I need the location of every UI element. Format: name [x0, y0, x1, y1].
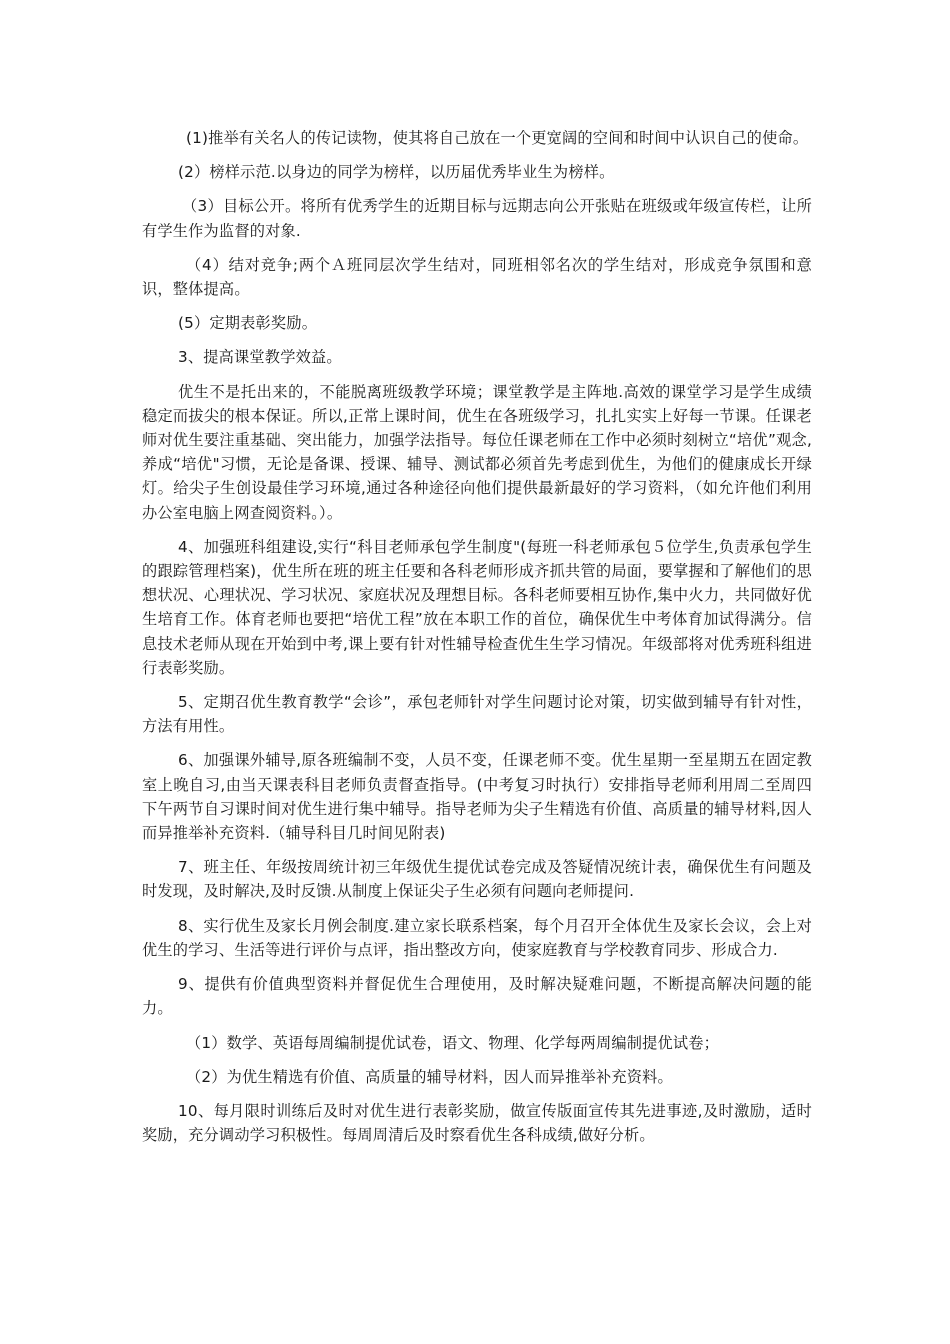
paragraph-biography-reading: (1)推举有关名人的传记读物，使其将自己放在一个更宽阔的空间和时间中认识自己的使命。: [186, 129, 809, 147]
paragraph-role-models: (2）榜样示范.以身边的同学为榜样，以历届优秀毕业生为榜样。: [178, 163, 615, 182]
paragraph-section-10-monthly-awards: 10、每月限时训练后及时对优生进行表彰奖励，做宣传版面宣传其先进事迹,及时激励，适时奖励，充分调动学习积极性。每周周清后及时察看优生各科成绩,做好分析。: [142, 1101, 812, 1145]
paragraph-section-8-parent-meetings: 8、实行优生及家长月例会制度.建立家长联系档案，每个月召开全体优生及家长会议，会上对优生的学习、生活等进行评价与点评，指出整改方向，使家庭教育与学校教育同步、形成合力.: [142, 916, 812, 959]
paragraph-section-5-consultation: 5、定期召优生教育教学“会诊”，承包老师针对学生问题讨论对策，切实做到辅导有针对性，方法有用性。: [142, 693, 812, 736]
paragraph-regular-awards: (5）定期表彰奖励。: [178, 314, 318, 333]
paragraph-section-7-statistics: 7、班主任、年级按周统计初三年级优生提优试卷完成及答疑情况统计表，确保优生有问题及时发现，及时解决,及时反馈.从制度上保证尖子生必须有问题向老师提问.: [142, 858, 812, 901]
document-body: [142, 126, 812, 1147]
paragraph-select-materials: （2）为优生精选有价值、高质量的辅导材料，因人而异推举补充资料。: [186, 1067, 673, 1086]
paragraph-weekly-papers: （1）数学、英语每周编制提优试卷，语文、物理、化学每两周编制提优试卷；: [186, 1033, 720, 1052]
paragraph-paired-competition: （4）结对竞争;两个Ａ班同层次学生结对，同班相邻名次的学生结对，形成竞争氛围和意识，整体提高。: [142, 255, 812, 299]
paragraph-classroom-efficiency: 优生不是托出来的，不能脱离班级教学环境；课堂教学是主阵地.高效的课堂学习是学生成绩稳定而拔尖的根本保证。所以,正常上课时间，优生在各班级学习，扎扎实实上好每一节课。任课老师对优生要注重基础、突出能力，加强学法指导。每位任课老师在工作中必须时刻树立“培优”观念,养成“培优"习惯，无论是备课、授课、辅导、测试都必须首先考虑到优生，为他们的健康成长开绿灯。给尖子生创设最佳学习环境,通过各种途径向他们提供最新最好的学习资料，（如允许他们利用办公室电脑上网查阅资料。）。: [142, 382, 812, 522]
paragraph-section-6-tutoring: 6、加强课外辅导,原各班编制不变，人员不变，任课老师不变。优生星期一至星期五在固定教室上晚自习,由当天课表科目老师负责督查指导。(中考复习时执行）安排指导老师利用周二至周四下午两节自习课时间对优生进行集中辅导。指导老师为尖子生精选有价值、高质量的辅导材料,因人而异推举补充资料.（辅导科目几时间见附表): [142, 751, 812, 843]
paragraph-section-4-subject-groups: 4、加强班科组建设,实行“科目老师承包学生制度"(每班一科老师承包５位学生,负责承包学生的跟踪管理档案)，优生所在班的班主任要和各科老师形成齐抓共管的局面，要掌握和了解他们的思想状况、心理状况、学习状况、家庭状况及理想目标。各科老师要相互协作,集中火力，共同做好优生培育工作。体育老师也要把“培优工程”放在本职工作的首位，确保优生中考体育加试得满分。信息技术老师从现在开始到中考,课上要有针对性辅导检查优生生学习情况。年级部将对优秀班科组进行表彰奖励。: [142, 537, 812, 677]
paragraph-goals-public: （3）目标公开。将所有优秀学生的近期目标与远期志向公开张贴在班级或年级宣传栏，让所有学生作为监督的对象.: [142, 197, 812, 240]
paragraph-section-3-heading: 3、提高课堂教学效益。: [178, 348, 342, 367]
paragraph-section-9-materials: 9、提供有价值典型资料并督促优生合理使用，及时解决疑难问题，不断提高解决问题的能力。: [142, 975, 812, 1018]
